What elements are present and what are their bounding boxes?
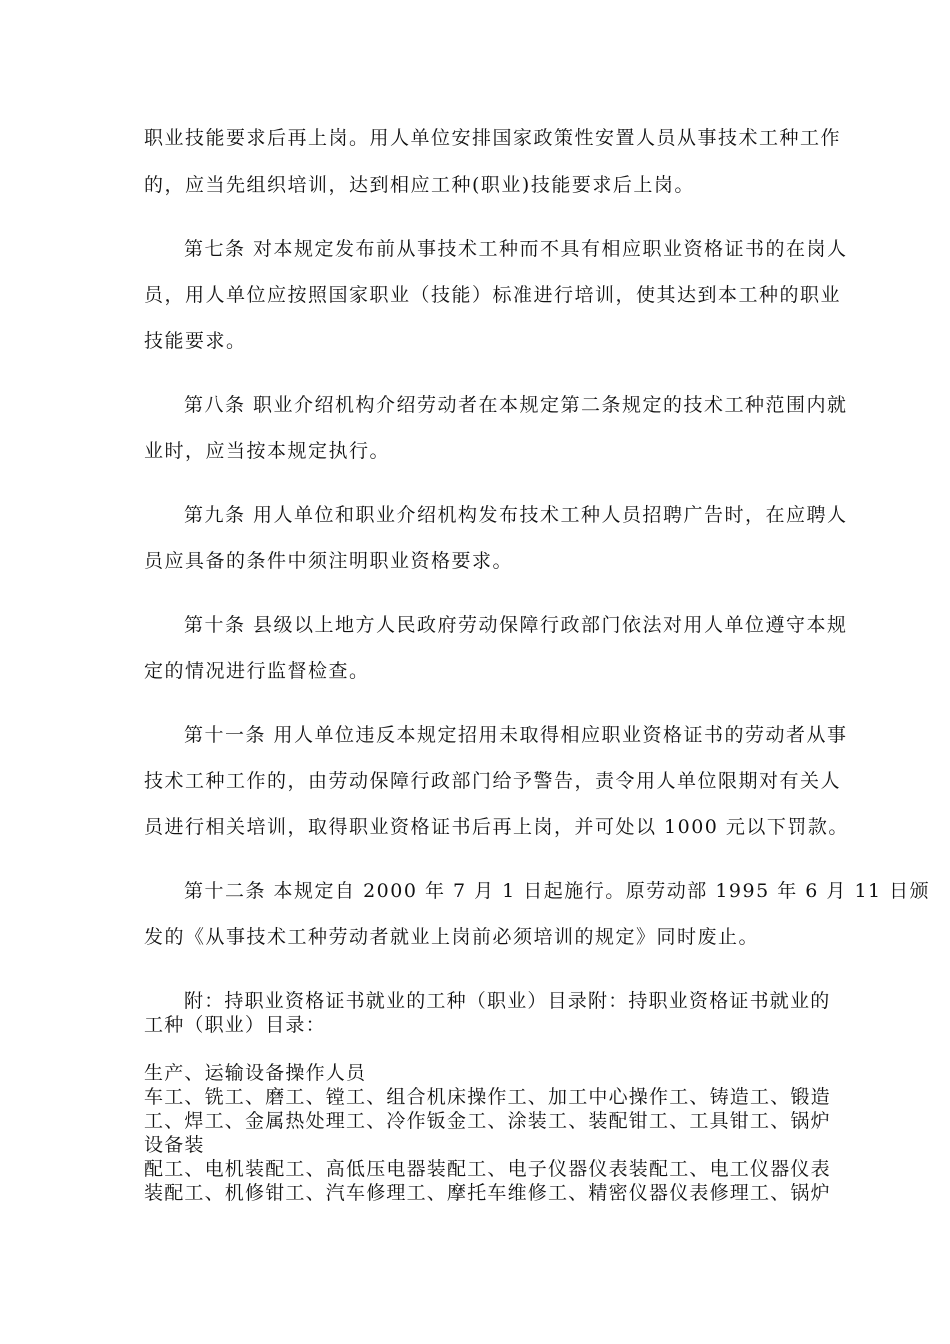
article-9-line: 第九条 用人单位和职业介绍机构发布技术工种人员招聘广告时，在应聘人 (184, 504, 848, 526)
article-10-line: 第十条 县级以上地方人民政府劳动保障行政部门依法对用人单位遵守本规 (184, 614, 848, 636)
article-7-line: 技能要求。 (144, 330, 247, 352)
article-8-line: 业时，应当按本规定执行。 (144, 440, 391, 462)
list-line: 设备装 (144, 1134, 205, 1156)
paragraph-line: 的，应当先组织培训，达到相应工种(职业)技能要求后上岗。 (144, 174, 695, 196)
paragraph-line: 职业技能要求后再上岗。用人单位安排国家政策性安置人员从事技术工种工作 (144, 127, 842, 149)
article-7-line: 员，用人单位应按照国家职业（技能）标准进行培训，使其达到本工种的职业 (144, 284, 842, 306)
list-line: 工、焊工、金属热处理工、冷作钣金工、涂装工、装配钳工、工具钳工、锅炉 (144, 1110, 831, 1132)
article-11-line: 员进行相关培训，取得职业资格证书后再上岗，并可处以 1000 元以下罚款。 (144, 816, 849, 838)
article-12-line: 发的《从事技术工种劳动者就业上岗前必须培训的规定》同时废止。 (144, 926, 760, 948)
list-line: 车工、铣工、磨工、镗工、组合机床操作工、加工中心操作工、铸造工、锻造 (144, 1086, 831, 1108)
list-category: 生产、运输设备操作人员 (144, 1062, 367, 1084)
article-12-line: 第十二条 本规定自 2000 年 7 月 1 日起施行。原劳动部 1995 年 6 月 11 日颁 (184, 880, 931, 902)
appendix-line: 工种（职业）目录： (144, 1014, 326, 1036)
article-7-line: 第七条 对本规定发布前从事技术工种而不具有相应职业资格证书的在岗人 (184, 238, 848, 260)
article-10-line: 定的情况进行监督检查。 (144, 660, 370, 682)
list-line: 配工、电机装配工、高低压电器装配工、电子仪器仪表装配工、电工仪器仪表 (144, 1158, 831, 1180)
article-9-line: 员应具备的条件中须注明职业资格要求。 (144, 550, 514, 572)
article-11-line: 第十一条 用人单位违反本规定招用未取得相应职业资格证书的劳动者从事 (184, 724, 848, 746)
appendix-line: 附：持职业资格证书就业的工种（职业）目录附：持职业资格证书就业的 (184, 990, 831, 1012)
list-line: 装配工、机修钳工、汽车修理工、摩托车维修工、精密仪器仪表修理工、锅炉 (144, 1182, 831, 1204)
article-11-line: 技术工种工作的，由劳动保障行政部门给予警告，责令用人单位限期对有关人 (144, 770, 842, 792)
article-8-line: 第八条 职业介绍机构介绍劳动者在本规定第二条规定的技术工种范围内就 (184, 394, 848, 416)
